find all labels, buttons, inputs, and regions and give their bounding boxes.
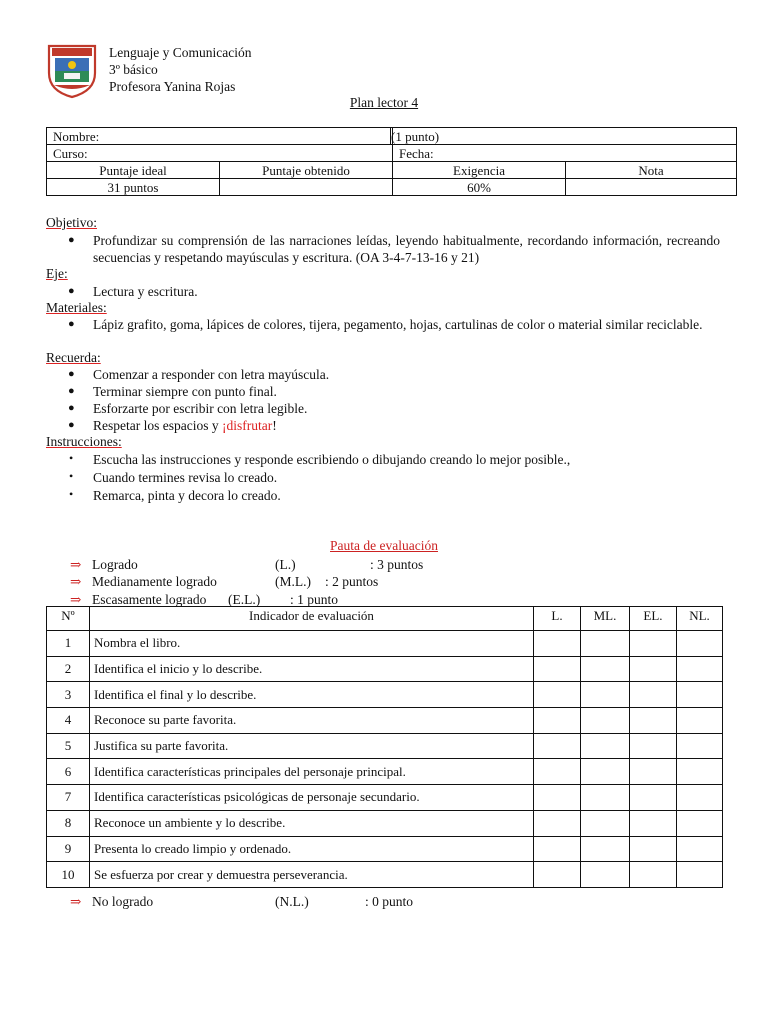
- score-cell-el[interactable]: [630, 631, 677, 657]
- arrow-right-icon: ⇒: [70, 557, 82, 572]
- value-puntaje-ideal: 31 puntos: [47, 179, 220, 196]
- header-nota: Nota: [566, 162, 737, 179]
- row-indicator: Presenta lo creado limpio y ordenado.: [90, 836, 534, 862]
- table-divider: [390, 127, 391, 145]
- score-cell-el[interactable]: [630, 785, 677, 811]
- table-row: [47, 759, 723, 785]
- table-row: [47, 631, 723, 657]
- score-cell-ml[interactable]: [581, 682, 630, 708]
- table-row: [47, 862, 723, 888]
- score-cell-nl[interactable]: [677, 631, 723, 657]
- eje-list: [66, 283, 720, 300]
- level-row: ⇒ Escasamente logrado (E.L.) : 1 punto: [70, 592, 339, 607]
- score-cell-l[interactable]: [534, 631, 581, 657]
- header-el: EL.: [630, 607, 677, 631]
- row-indicator: Nombra el libro.: [90, 631, 534, 657]
- score-cell-nl[interactable]: [677, 682, 723, 708]
- table-header-row: [47, 607, 723, 631]
- score-cell-l[interactable]: [534, 810, 581, 836]
- score-cell-nl[interactable]: [677, 810, 723, 836]
- header-nl: NL.: [677, 607, 723, 631]
- score-cell-ml[interactable]: [581, 631, 630, 657]
- grade-line: 3º básico: [109, 62, 158, 77]
- score-cell-el[interactable]: [630, 708, 677, 734]
- curso-cell[interactable]: [47, 145, 393, 162]
- table-row: [47, 785, 723, 811]
- list-item: • Cuando termines revisa lo creado.: [69, 469, 278, 485]
- score-cell-el[interactable]: [630, 759, 677, 785]
- list-item: • Remarca, pinta y decora lo creado.: [69, 487, 281, 503]
- punto-label: (1 punto): [391, 128, 440, 144]
- score-cell-ml[interactable]: [581, 862, 630, 888]
- header-indicador: Indicador de evaluación: [90, 607, 534, 631]
- student-info-table: [46, 127, 737, 196]
- punto-cell: [393, 128, 737, 145]
- header-puntaje-obtenido: Puntaje obtenido: [220, 162, 393, 179]
- header-puntaje-ideal: Puntaje ideal: [47, 162, 220, 179]
- score-cell-ml[interactable]: [581, 708, 630, 734]
- arrow-right-icon: ⇒: [70, 574, 82, 589]
- value-nota[interactable]: [566, 179, 737, 196]
- score-cell-nl[interactable]: [677, 733, 723, 759]
- score-cell-l[interactable]: [534, 682, 581, 708]
- table-row: [47, 708, 723, 734]
- school-crest-icon: [46, 43, 98, 99]
- score-cell-ml[interactable]: [581, 759, 630, 785]
- fecha-cell[interactable]: [393, 145, 737, 162]
- header-l: L.: [534, 607, 581, 631]
- score-cell-el[interactable]: [630, 836, 677, 862]
- evaluation-table: [46, 606, 723, 888]
- list-item: • Escucha las instrucciones y responde escribiendo o dibujando creando lo mejor posible.,: [69, 451, 571, 467]
- score-cell-l[interactable]: [534, 733, 581, 759]
- disfrutar-highlight: ¡disfrutar: [221, 418, 273, 433]
- table-row: [47, 810, 723, 836]
- value-puntaje-obtenido[interactable]: [220, 179, 393, 196]
- row-number: 6: [47, 759, 90, 785]
- curso-label: Curso:: [53, 145, 88, 161]
- score-cell-nl[interactable]: [677, 708, 723, 734]
- row-indicator: Reconoce su parte favorita.: [90, 708, 534, 734]
- nombre-label: Nombre:: [53, 128, 100, 144]
- row-number: 7: [47, 785, 90, 811]
- subject-line: Lenguaje y Comunicación: [109, 45, 252, 60]
- materiales-list: [66, 316, 720, 333]
- list-item: ● Terminar siempre con punto final.: [68, 384, 277, 399]
- row-number: 5: [47, 733, 90, 759]
- row-number: 3: [47, 682, 90, 708]
- score-cell-el[interactable]: [630, 810, 677, 836]
- score-cell-nl[interactable]: [677, 759, 723, 785]
- objetivo-list: [66, 232, 720, 266]
- score-cell-el[interactable]: [630, 656, 677, 682]
- row-indicator: Reconoce un ambiente y lo describe.: [90, 810, 534, 836]
- header-ml: ML.: [581, 607, 630, 631]
- list-item: ● Lápiz grafito, goma, lápices de colores, tijera, pegamento, hojas, cartulinas de color o material similar reciclable.: [68, 317, 703, 332]
- row-number: 2: [47, 656, 90, 682]
- score-cell-el[interactable]: [630, 862, 677, 888]
- table-row: [47, 656, 723, 682]
- pauta-title: Pauta de evaluación: [330, 538, 438, 553]
- score-cell-ml[interactable]: [581, 656, 630, 682]
- row-indicator: Identifica características psicológicas de personaje secundario.: [90, 785, 534, 811]
- row-number: 8: [47, 810, 90, 836]
- score-cell-ml[interactable]: [581, 810, 630, 836]
- list-item: ● Profundizar su comprensión de las narraciones leídas, leyendo habitualmente, recordando información, recreando secuencias y respetando mayúsculas y escritura. (OA 3-4-7-13-16 y 21): [68, 233, 720, 265]
- row-number: 9: [47, 836, 90, 862]
- list-item: ● Respetar los espacios y ¡disfrutar!: [68, 418, 277, 433]
- level-row: ⇒ Medianamente logrado (M.L.) : 2 puntos: [70, 574, 379, 589]
- objetivo-label: Objetivo:: [46, 215, 97, 230]
- page-title-text: Plan lector 4: [349, 95, 419, 110]
- table-row: [47, 836, 723, 862]
- instrucciones-list: [66, 451, 720, 504]
- row-indicator: Se esfuerza por crear y demuestra perseverancia.: [90, 862, 534, 888]
- value-exigencia: 60%: [393, 179, 566, 196]
- header-exigencia: Exigencia: [393, 162, 566, 179]
- level-row: ⇒ Logrado (L.) : 3 puntos: [70, 557, 424, 572]
- score-cell-nl[interactable]: [677, 785, 723, 811]
- list-item: ● Esforzarte por escribir con letra legible.: [68, 401, 308, 416]
- score-cell-ml[interactable]: [581, 785, 630, 811]
- materiales-label: Materiales:: [46, 300, 107, 315]
- table-row: [47, 682, 723, 708]
- nombre-cell[interactable]: [47, 128, 393, 145]
- row-indicator: Justifica su parte favorita.: [90, 733, 534, 759]
- recuerda-list: [66, 366, 720, 434]
- row-indicator: Identifica el final y lo describe.: [90, 682, 534, 708]
- score-cell-l[interactable]: [534, 656, 581, 682]
- score-cell-l[interactable]: [534, 836, 581, 862]
- instrucciones-label: Instrucciones:: [46, 434, 122, 449]
- score-cell-nl[interactable]: [677, 862, 723, 888]
- row-indicator: Identifica el inicio y lo describe.: [90, 656, 534, 682]
- page-title: [0, 95, 768, 111]
- score-cell-l[interactable]: [534, 862, 581, 888]
- header-number: Nº: [47, 607, 90, 631]
- eje-label: Eje:: [46, 266, 68, 281]
- row-indicator: Identifica características principales del personaje principal.: [90, 759, 534, 785]
- arrow-right-icon: ⇒: [70, 592, 82, 607]
- arrow-right-icon: ⇒: [70, 894, 82, 909]
- row-number: 4: [47, 708, 90, 734]
- score-cell-el[interactable]: [630, 682, 677, 708]
- score-cell-ml[interactable]: [581, 836, 630, 862]
- score-cell-ml[interactable]: [581, 733, 630, 759]
- fecha-label: Fecha:: [399, 145, 434, 161]
- table-row: [47, 733, 723, 759]
- list-item: ● Comenzar a responder con letra mayúscula.: [68, 367, 330, 382]
- score-cell-l[interactable]: [534, 708, 581, 734]
- score-cell-el[interactable]: [630, 733, 677, 759]
- level-row: ⇒ No logrado (N.L.) : 0 punto: [70, 894, 414, 909]
- score-cell-nl[interactable]: [677, 656, 723, 682]
- list-item: ● Lectura y escritura.: [68, 284, 198, 299]
- score-cell-l[interactable]: [534, 785, 581, 811]
- teacher-line: Profesora Yanina Rojas: [109, 79, 236, 94]
- score-cell-l[interactable]: [534, 759, 581, 785]
- row-number: 1: [47, 631, 90, 657]
- score-cell-nl[interactable]: [677, 836, 723, 862]
- recuerda-label: Recuerda:: [46, 350, 101, 365]
- row-number: 10: [47, 862, 90, 888]
